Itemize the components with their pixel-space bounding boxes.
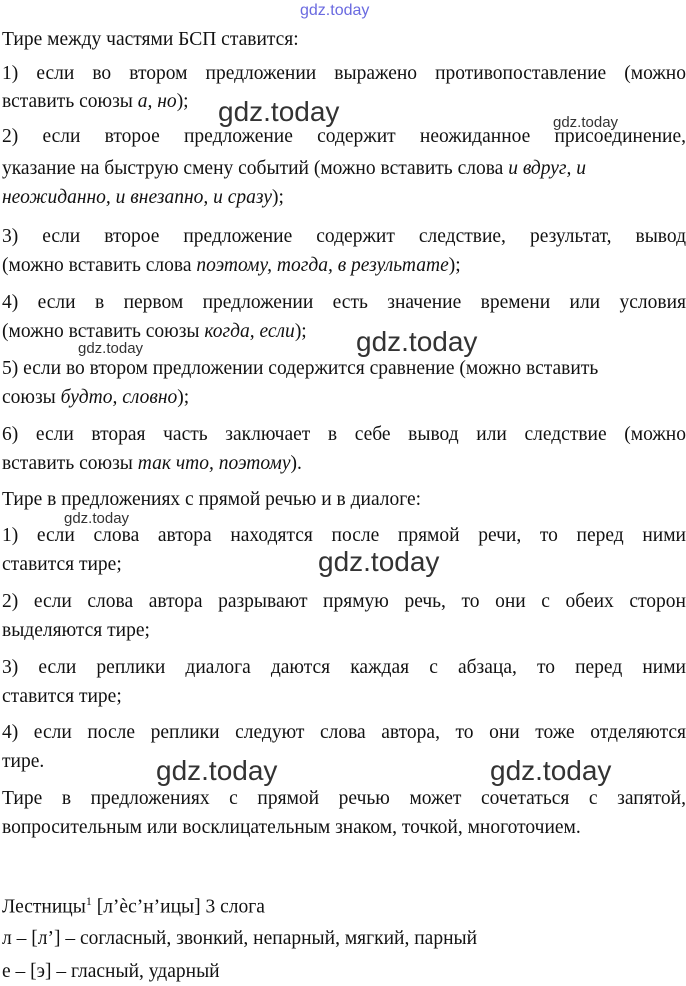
text-line: 3) если второе предложение содержит следствие, результат, вывод [2, 226, 686, 247]
text-line: 2) если второе предложение содержит неожиданное присоединение, [2, 126, 686, 147]
watermark: gdz.today [490, 755, 612, 786]
text-line: (можно вставить союзы когда, если); [2, 321, 307, 342]
text-line: Тире в предложениях с прямой речью может сочетаться с запятой, [2, 788, 686, 809]
watermark: gdz.today [78, 340, 144, 357]
watermark: gdz.today [318, 546, 440, 577]
text-line: 5) если во втором предложении содержится сравнение (можно вставить [2, 358, 599, 379]
text-line: выделяются тире; [2, 620, 150, 641]
text-line: вопросительным или восклицательным знаком, точкой, многоточием. [2, 817, 581, 838]
watermark: gdz.today [553, 114, 619, 131]
text-line: 3) если реплики диалога даются каждая с абзаца, то перед ними [2, 657, 686, 678]
watermark: gdz.today [156, 755, 278, 786]
text-line: е – [э] – гласный, ударный [2, 961, 220, 982]
watermark-top: gdz.today [300, 2, 370, 19]
text-line: 4) если после реплики следуют слова автора, то они тоже отделяются [2, 722, 686, 743]
text-line: 2) если слова автора разрывают прямую речь, то они с обеих сторон [2, 591, 686, 612]
text-line: ставится тире; [2, 554, 122, 575]
text-line: ставится тире; [2, 686, 122, 707]
word-analysis-heading: Лестницы$^1$ [л’ѐс’н’ицы] 3 слога [2, 894, 265, 918]
text-line: л – [л’] – согласный, звонкий, непарный, мягкий, парный [2, 928, 478, 949]
watermark: gdz.today [356, 326, 478, 357]
text-line: 1) если слова автора находятся после прямой речи, то перед ними [2, 525, 686, 546]
text-line: союзы будто, словно); [2, 387, 190, 408]
text-line: 6) если вторая часть заключает в себе вывод или следствие (можно [2, 424, 686, 445]
text-line: вставить союзы так что, поэтому). [2, 453, 302, 474]
text-line: (можно вставить слова поэтому, тогда, в результате); [2, 255, 461, 276]
section-heading-bsp: Тире между частями БСП ставится: [2, 29, 299, 50]
watermark: gdz.today [64, 510, 130, 527]
text-line: неожиданно, и внезапно, и сразу); [2, 187, 284, 208]
text-line: 4) если в первом предложении есть значение времени или условия [2, 292, 686, 313]
text-line: тире. [2, 751, 45, 772]
text-line: вставить союзы а, но); [2, 91, 189, 112]
watermark: gdz.today [218, 96, 340, 127]
text-line: 1) если во втором предложении выражено противопоставление (можно [2, 63, 686, 84]
text-line: указание на быструю смену событий (можно вставить слова и вдруг, и [2, 158, 587, 179]
section-heading-direct-speech: Тире в предложениях с прямой речью и в диалоге: [2, 489, 422, 510]
